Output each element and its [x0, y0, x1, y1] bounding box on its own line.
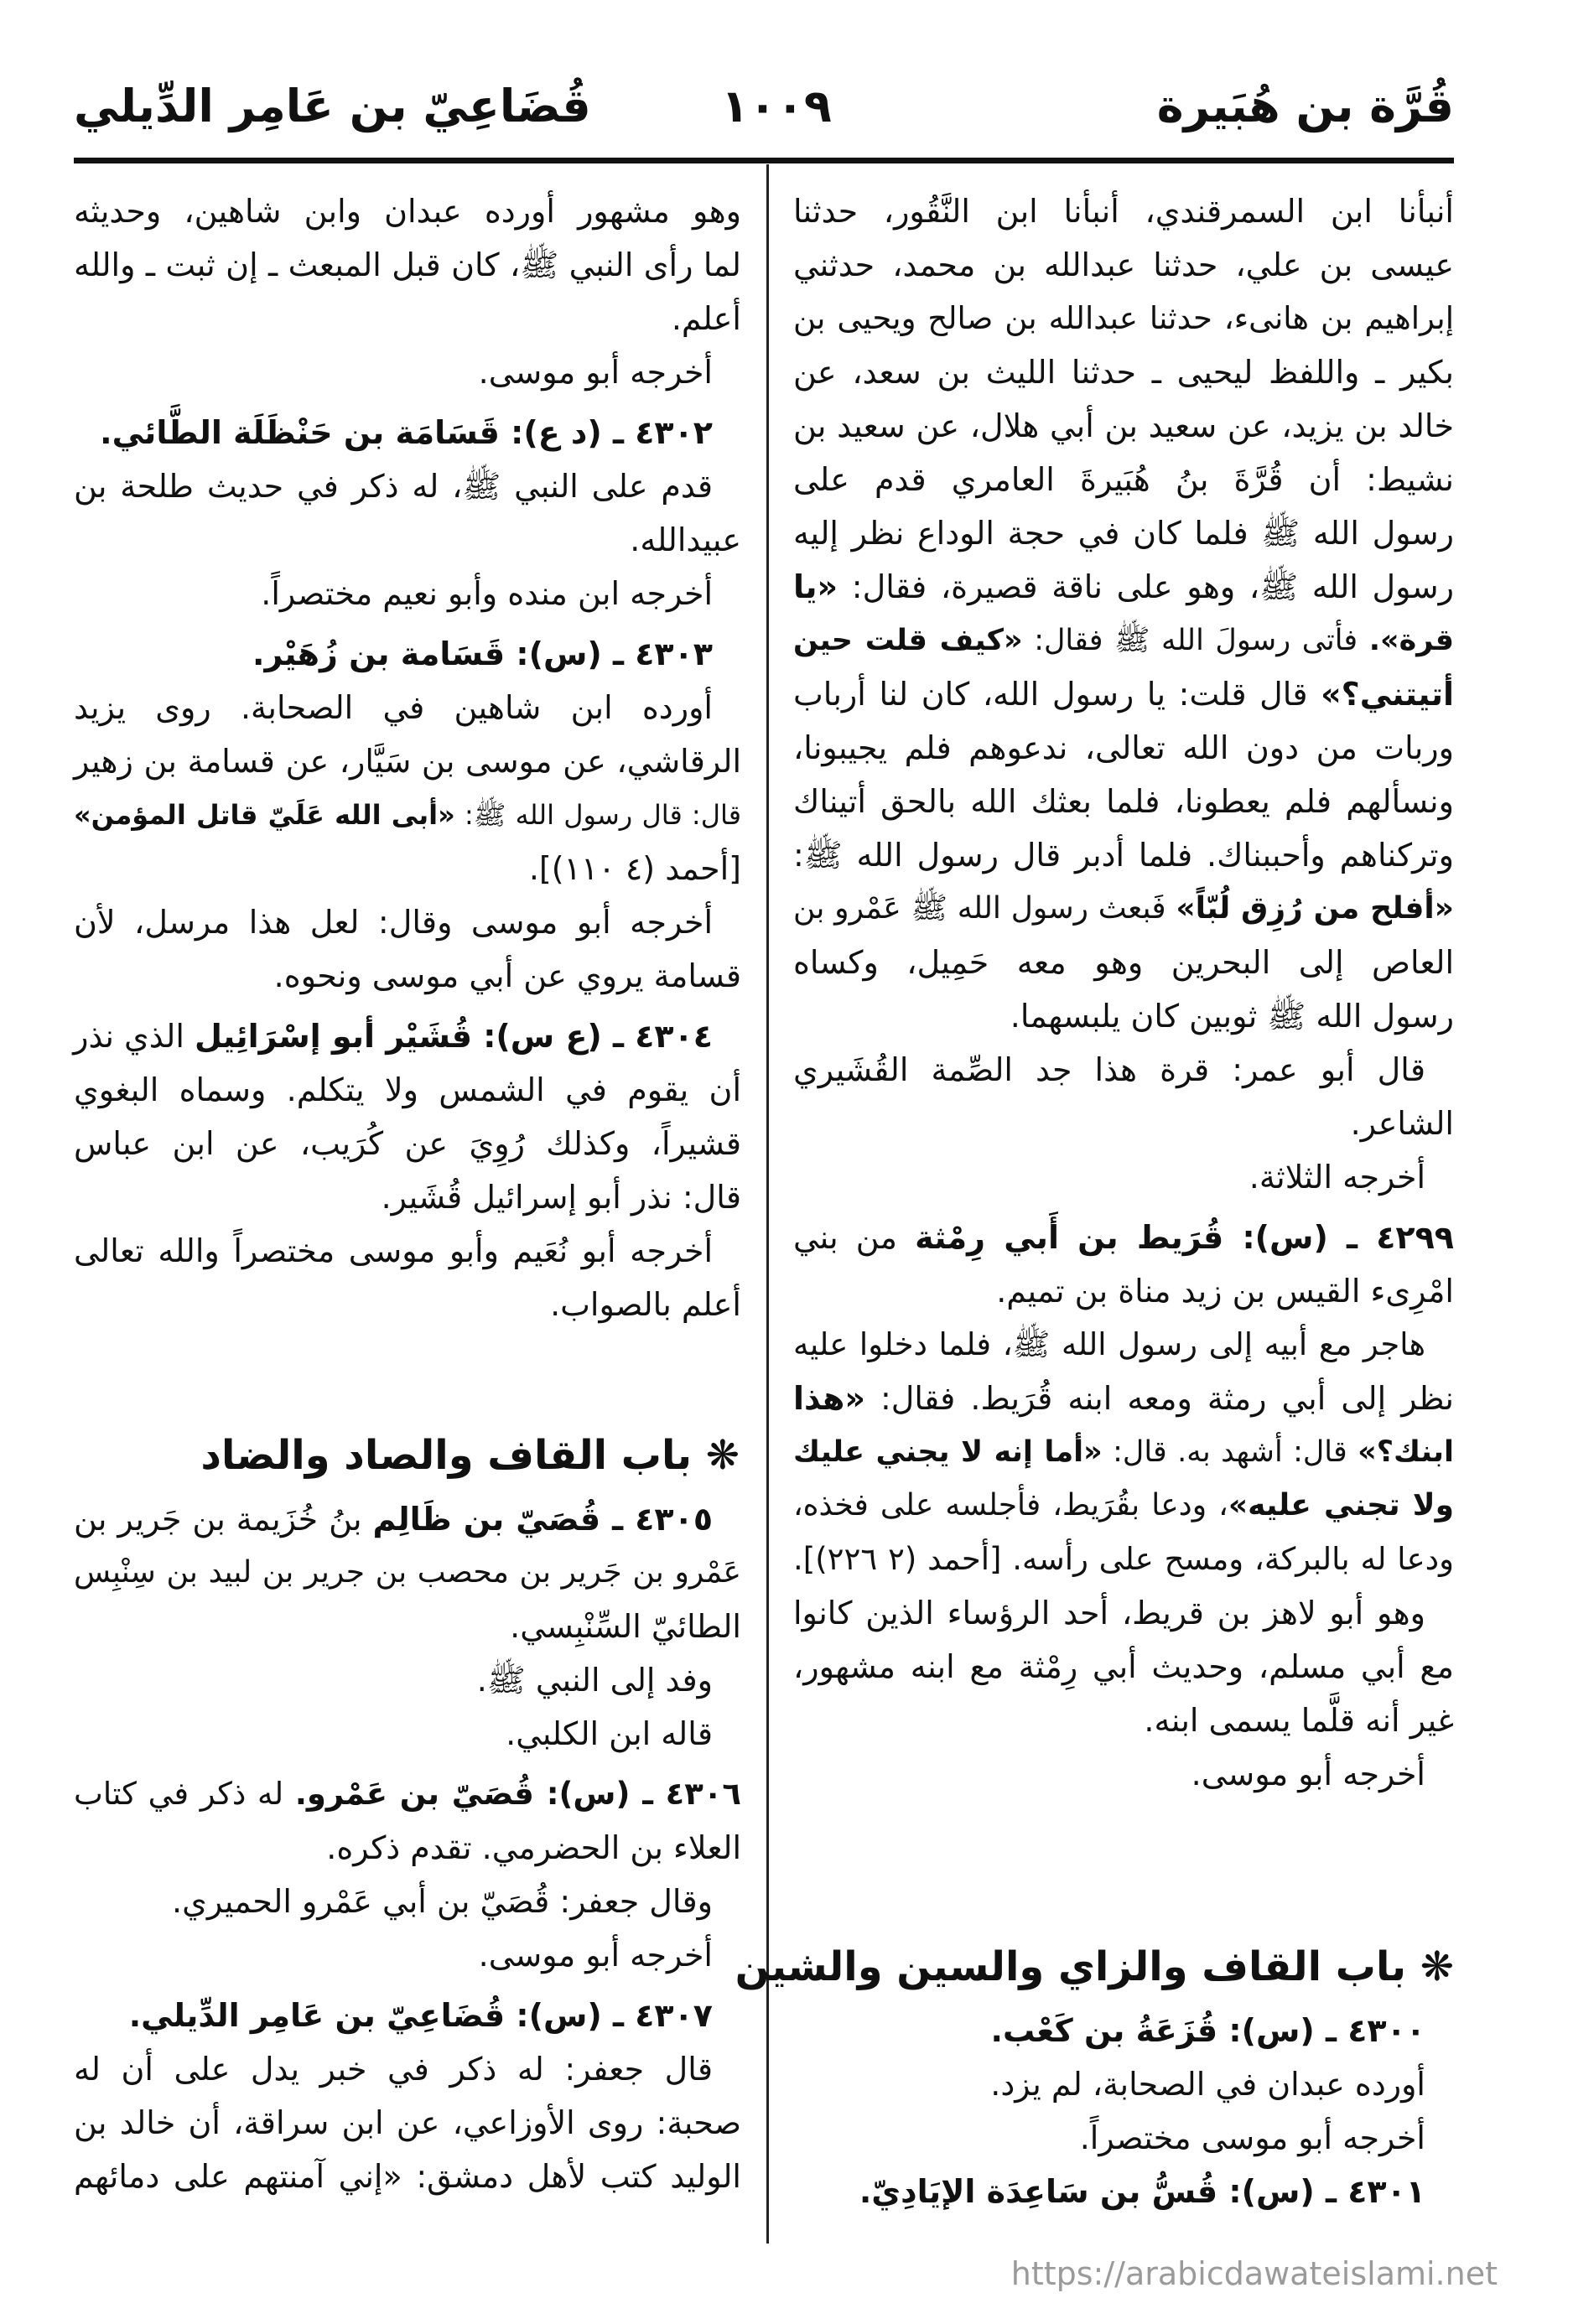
- text-span: أن يقوم في الشمس ولا يتكلم. وسماه البغوي: [74, 1071, 741, 1108]
- page-number: ١٠٠٩: [721, 80, 832, 132]
- text-span: من بني: [793, 1219, 916, 1256]
- text-line: [74, 1492, 741, 1546]
- text-span: رسول الله ﷺ، وهو على ناقة قصيرة، فقال:: [838, 568, 1454, 605]
- text-line: [74, 1009, 741, 1063]
- text-span: قال: نذر أبو إسرائيل قُشَير.: [381, 1179, 741, 1216]
- text-line: [793, 453, 1454, 506]
- text-line: [793, 292, 1454, 345]
- text-line: [74, 1063, 741, 1117]
- text-span: غير أنه قلَّما يسمى ابنه.: [1144, 1702, 1454, 1739]
- text-line: [793, 1479, 1454, 1533]
- bold-text-span: «يا: [793, 568, 838, 605]
- text-span: أخرجه أبو موسى.: [478, 354, 713, 391]
- bold-text-span: «أما إنه لا يجني عليك: [793, 1435, 1103, 1469]
- column-divider: [766, 164, 769, 2244]
- text-span: عيسى بن علي، حدثنا عبدالله بن محمد، حدثني: [793, 246, 1454, 283]
- text-line: [74, 2150, 741, 2203]
- text-line: [793, 1318, 1454, 1372]
- text-line: [74, 406, 741, 459]
- text-line: [74, 734, 741, 788]
- text-line: [74, 1546, 741, 1600]
- text-line: [793, 1425, 1454, 1479]
- text-line: [74, 567, 741, 620]
- text-line: [793, 775, 1454, 828]
- bold-text-span: ٤٢٩٩ ـ (س): قُرَيط بن أَبي رِمْثة: [915, 1219, 1454, 1256]
- bold-text-span: ٤٣٠٠ ـ (س): قُزَعَةُ بن كَعْب.: [990, 2012, 1425, 2049]
- text-line: [793, 399, 1454, 453]
- bold-text-span: ٤٣٠٦ ـ (س): قُصَيّ بن عَمْرو.: [294, 1776, 742, 1812]
- text-line: [74, 345, 741, 399]
- text-span: ودعا له بالبركة، ومسح على رأسه. [أحمد (٢ ٢٢٦)].: [793, 1541, 1455, 1577]
- text-line: [74, 1928, 741, 1982]
- text-span: قال: أشهد به. قال:: [1102, 1435, 1358, 1469]
- header-rule: [74, 158, 1454, 163]
- text-span: أخرجه أبو موسى.: [478, 1937, 713, 1974]
- text-span: الشاعر.: [1350, 1105, 1454, 1142]
- text-line: [793, 882, 1454, 936]
- text-span: نشيط: أن قُرَّةَ بنُ هُبَيرةَ العامري قدم على: [793, 461, 1454, 498]
- text-span: قسامة يروي عن أبي موسى ونحوه.: [273, 957, 741, 994]
- text-span: وتركناهم وأحببناك. فلما أدبر قال رسول الله ﷺ:: [793, 837, 1454, 874]
- text-line: [793, 2111, 1454, 2165]
- text-span: أخرجه الثلاثة.: [1249, 1159, 1425, 1196]
- text-span: عَمْرو بن جَرير بن محصب بن جرير بن لبيد بن سِنْبِس: [74, 1555, 741, 1590]
- text-span: رسول الله ﷺ ثوبين كان يلبسهما.: [1010, 998, 1454, 1035]
- bold-text-span: ٤٣٠٧ ـ (س): قُضَاعِيّ بن عَامِر الدِّيلي.: [128, 1997, 713, 2034]
- text-line: [793, 560, 1454, 614]
- text-span: الذي نذر: [73, 1018, 195, 1055]
- text-line: [74, 2096, 741, 2150]
- watermark-url: https://arabicdawateislami.net: [1010, 2255, 1498, 2292]
- left-column-text-continued: [74, 1492, 741, 2203]
- text-line: [793, 506, 1454, 560]
- text-span: قال أبو عمر: قرة هذا جد الصِّمة القُشَيري: [793, 1051, 1425, 1088]
- bold-text-span: ولا تجني عليه»: [1228, 1488, 1454, 1523]
- text-span: إبراهيم بن هانىء، حدثنا عبدالله بن صالح ويحيى بن: [793, 300, 1454, 336]
- bold-text-span: ابنك؟»: [1358, 1435, 1455, 1469]
- text-line: [74, 459, 741, 513]
- text-line: [74, 842, 741, 895]
- text-line: [74, 2042, 741, 2096]
- text-span: وهو أبو لاهز بن قريط، أحد الرؤساء الذين كانوا: [793, 1595, 1425, 1631]
- text-line: [793, 184, 1454, 238]
- text-line: [74, 238, 741, 292]
- text-span: أخرجه أبو موسى وقال: لعل هذا مرسل، لأن: [74, 904, 713, 941]
- text-line: [793, 2057, 1454, 2111]
- bold-text-span: قرة».: [1368, 624, 1454, 657]
- text-line: [793, 828, 1454, 882]
- text-span: بنُ خُزَيمة بن جَرير بن: [74, 1501, 373, 1538]
- text-line: [74, 895, 741, 949]
- text-span: العاص إلى البحرين وهو معه حَمِيل، وكساه: [793, 944, 1454, 981]
- text-line: [793, 1264, 1454, 1318]
- bold-text-span: «كيف قلت حين: [793, 624, 1023, 657]
- text-span: أورده عبدان في الصحابة، لم يزد.: [990, 2066, 1425, 2103]
- text-span: قال جعفر: له ذكر في خبر يدل على أن له: [74, 2051, 713, 2088]
- text-line: [793, 1586, 1454, 1640]
- text-span: أخرجه أبو نُعَيم وأبو موسى مختصراً والله تعالى: [74, 1232, 713, 1269]
- text-line: [74, 1170, 741, 1224]
- left-column-text: [74, 184, 741, 1331]
- text-span: [أحمد (٤ ١١٠)].: [528, 850, 741, 887]
- text-line: [74, 1821, 741, 1875]
- right-column-text-continued: [793, 2004, 1454, 2218]
- running-header-left: قُضَاعِيّ بن عَامِر الدِّيلي: [74, 80, 591, 132]
- text-line: [74, 1989, 741, 2042]
- text-line: [793, 1372, 1454, 1425]
- text-line: [793, 238, 1454, 292]
- text-line: [793, 1533, 1454, 1586]
- text-span: أعلم بالصواب.: [550, 1286, 741, 1323]
- bold-text-span: ٤٣٠٤ ـ (ع س): قُشَيْر أبو إسْرَائِيل: [194, 1018, 713, 1055]
- text-span: أعلم.: [671, 300, 741, 337]
- text-line: [74, 1278, 741, 1331]
- bold-text-span: ٤٣٠٥ ـ قُصَيّ بن ظَالِم: [372, 1501, 714, 1538]
- running-header-right: قُرَّة بن هُبَيرة: [1156, 80, 1454, 132]
- text-span: بكير ـ واللفظ ليحيى ـ حدثنا الليث بن سعد، عن: [793, 354, 1454, 391]
- bold-text-span: ٤٣٠٢ ـ (د ع): قَسَامَة بن حَنْظَلَة الطَّائي.: [100, 414, 713, 451]
- text-line: [793, 2165, 1454, 2218]
- text-span: امْرِىء القيس بن زيد مناة بن تميم.: [996, 1273, 1454, 1310]
- text-line: [74, 1767, 741, 1821]
- text-line: [74, 513, 741, 567]
- text-line: [74, 1600, 741, 1653]
- text-line: [74, 1117, 741, 1170]
- text-span: لما رأى النبي ﷺ، كان قبل المبعث ـ إن ثبت ـ والله: [74, 246, 741, 283]
- text-line: [793, 1694, 1454, 1747]
- section-heading-qaf-sad-dad: ❋ باب القاف والصاد والضاد: [200, 1432, 740, 1479]
- text-span: وقال جعفر: قُصَيّ بن أبي عَمْرو الحميري.: [172, 1883, 713, 1920]
- text-line: [793, 345, 1454, 399]
- text-line: [74, 627, 741, 681]
- text-span: قاله ابن الكلبي.: [506, 1715, 713, 1752]
- text-span: أنبأنا ابن السمرقندي، أنبأنا ابن النَّقُور، حدثنا: [793, 193, 1454, 230]
- text-span: العلاء بن الحضرمي. تقدم ذكره.: [326, 1829, 741, 1866]
- text-span: خالد بن يزيد، عن سعيد بن أبي هلال، عن سعيد بن: [793, 407, 1454, 444]
- bold-text-span: «أفلح من رُزِق لُبّاً»: [1176, 891, 1454, 926]
- text-span: عبيدالله.: [630, 521, 741, 558]
- bold-text-span: «أبى الله عَلَيّ قاتل المؤمن»: [74, 799, 455, 831]
- bold-text-span: ٤٣٠٣ ـ (س): قَسَامة بن زُهَيْر.: [252, 635, 713, 672]
- text-line: [74, 1653, 741, 1707]
- text-span: أخرجه أبو موسى.: [1191, 1756, 1425, 1792]
- text-span: نظر إلى أبي رمثة ومعه ابنه قُرَيط. فقال:: [864, 1380, 1454, 1417]
- text-span: صحبة: روى الأوزاعي، عن ابن سراقة، أن خالد بن: [74, 2104, 741, 2141]
- bold-text-span: ٤٣٠١ ـ (س): قُسُّ بن سَاعِدَة الإيَادِيّ.: [859, 2173, 1425, 2210]
- section-heading-qaf-zay-sin-shin: ❋ باب القاف والزاي والسين والشين: [735, 1943, 1454, 1990]
- text-span: مع أبي مسلم، وحديث أبي رِمْثة مع ابنه مشهور،: [793, 1648, 1454, 1685]
- text-line: [74, 1707, 741, 1761]
- text-line: [74, 1875, 741, 1928]
- text-span: رسول الله ﷺ فلما كان في حجة الوداع نظر إليه: [793, 515, 1454, 552]
- text-span: أورده ابن شاهين في الصحابة. روى يزيد: [74, 689, 713, 726]
- text-line: [793, 936, 1454, 989]
- text-span: الوليد كتب لأهل دمشق: «إني آمنتهم على دمائهم: [74, 2158, 741, 2195]
- text-span: له ذكر في كتاب: [74, 1776, 295, 1812]
- text-line: [793, 989, 1454, 1043]
- text-line: [793, 1747, 1454, 1801]
- text-line: [793, 1097, 1454, 1150]
- text-span: هاجر مع أبيه إلى رسول الله ﷺ، فلما دخلوا عليه: [793, 1326, 1425, 1362]
- text-span: قال: قال رسول الله ﷺ:: [454, 799, 742, 831]
- text-line: [793, 667, 1454, 721]
- text-span: الرقاشي، عن موسى بن سَيَّار، عن قسامة بن زهير: [74, 743, 741, 780]
- text-line: [793, 614, 1454, 667]
- text-span: ، ودعا بقُرَيط، فأجلسه على فخذه،: [793, 1488, 1228, 1523]
- text-line: [793, 721, 1454, 775]
- text-span: فَبعث رسول الله ﷺ عَمْرو بن: [793, 891, 1176, 926]
- bold-text-span: أتيتني؟»: [1321, 676, 1454, 713]
- text-line: [74, 184, 741, 238]
- bold-text-span: «هذا: [793, 1380, 865, 1417]
- text-span: وربات من دون الله تعالى، ندعوهم فلم يجيبونا،: [793, 729, 1454, 766]
- text-span: أخرجه أبو موسى مختصراً.: [1079, 2119, 1425, 2156]
- text-span: الطائيّ السِّنْبِسي.: [510, 1608, 741, 1645]
- right-column-text: [793, 184, 1454, 1801]
- text-span: ونسألهم فلم يعطونا، فلما بعثك الله بالحق أتيناك: [793, 783, 1454, 820]
- text-line: [793, 1211, 1454, 1264]
- text-line: [793, 2004, 1454, 2057]
- text-span: فأتى رسولَ الله ﷺ فقال:: [1022, 624, 1369, 657]
- text-span: أخرجه ابن منده وأبو نعيم مختصراً.: [261, 575, 713, 612]
- text-span: وفد إلى النبي ﷺ.: [476, 1662, 713, 1699]
- text-span: قشيراً، وكذلك رُوِيَ عن كُرَيب، عن ابن عباس: [74, 1125, 741, 1162]
- text-line: [74, 292, 741, 345]
- text-span: قال قلت: يا رسول الله، كان لنا أرباب: [793, 676, 1321, 713]
- text-line: [793, 1640, 1454, 1694]
- text-span: وهو مشهور أورده عبدان وابن شاهين، وحديثه: [74, 193, 741, 230]
- text-line: [74, 949, 741, 1003]
- text-line: [74, 1224, 741, 1278]
- text-span: قدم على النبي ﷺ، له ذكر في حديث طلحة بن: [74, 468, 713, 505]
- text-line: [793, 1043, 1454, 1097]
- text-line: [74, 681, 741, 734]
- text-line: [793, 1150, 1454, 1204]
- text-line: [74, 788, 741, 842]
